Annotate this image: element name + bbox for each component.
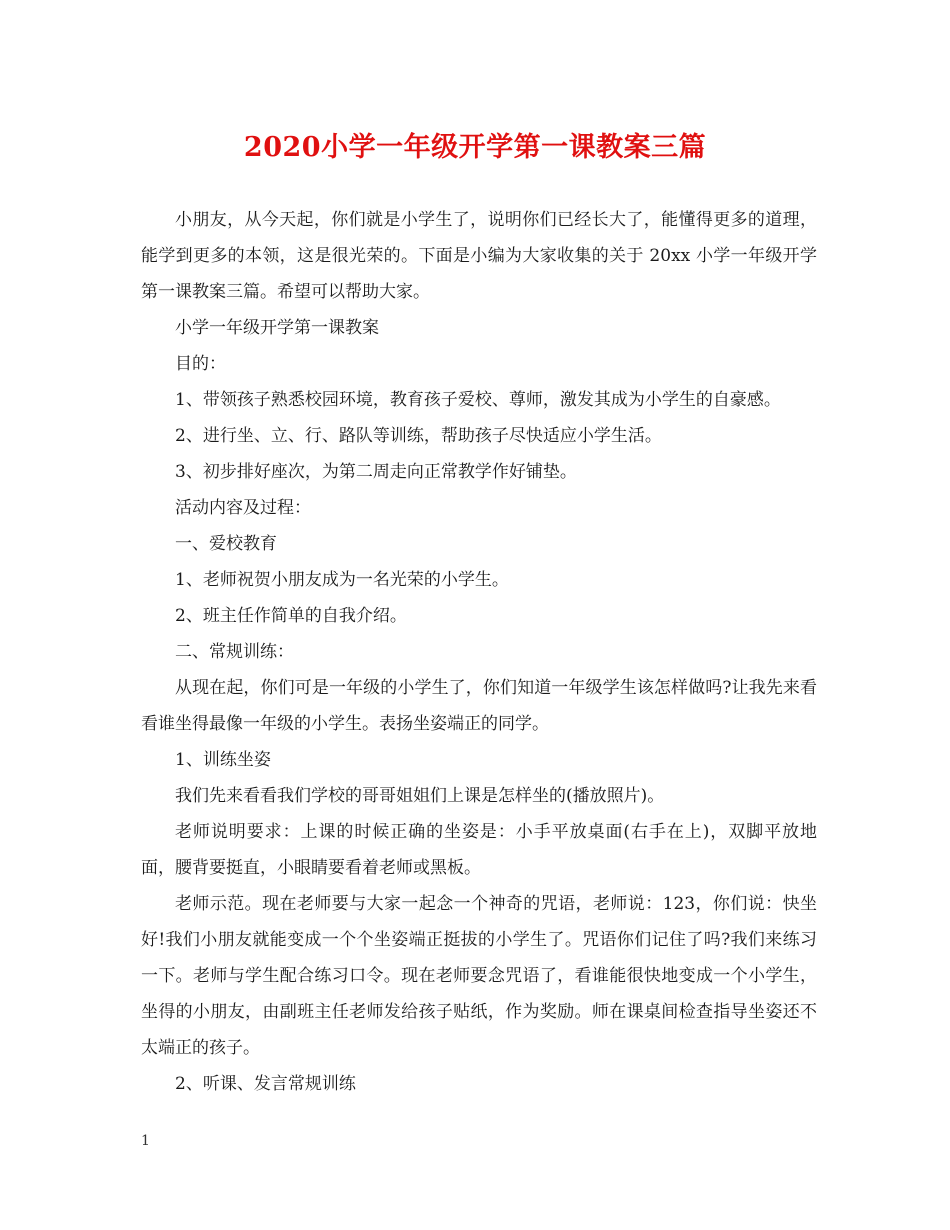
paragraph: 我们先来看看我们学校的哥哥姐姐们上课是怎样坐的(播放照片)。 [175,786,665,806]
page-number: 1 [141,1133,150,1149]
paragraph: 活动内容及过程： [175,498,311,518]
paragraph: 2、班主任作简单的自我介绍。 [175,606,407,626]
document-body [141,202,817,1102]
intro-paragraph: 小朋友，从今天起，你们就是小学生了，说明你们已经长大了，能懂得更多的道理，能学到更多的本领，这是很光荣的。下面是小编为大家收集的关于 20xx 小学一年级开学第一课教案三篇。希望可以帮助大家。 [141,210,817,302]
paragraph: 从现在起，你们可是一年级的小学生了，你们知道一年级学生该怎样做吗?让我先来看看谁坐得最像一年级的小学生。表扬坐姿端正的同学。 [141,678,817,734]
paragraph: 一、爱校教育 [175,534,277,554]
paragraph: 2、进行坐、立、行、路队等训练，帮助孩子尽快适应小学生活。 [175,426,662,446]
paragraph: 二、常规训练： [175,642,294,662]
paragraph: 1、训练坐姿 [175,750,271,770]
section-heading: 小学一年级开学第一课教案 [175,318,379,338]
paragraph: 1、老师祝贺小朋友成为一名光荣的小学生。 [175,570,509,590]
paragraph: 1、带领孩子熟悉校园环境，教育孩子爱校、尊师，激发其成为小学生的自豪感。 [175,390,781,410]
paragraph: 老师示范。现在老师要与大家一起念一个神奇的咒语，老师说：123，你们说：快坐好!我们小朋友就能变成一个个坐姿端正挺拔的小学生了。咒语你们记住了吗?我们来练习一下。老师与学生配合练习口令。现在老师要念咒语了，看谁能很快地变成一个小学生，坐得的小朋友，由副班主任老师发给孩子贴纸，作为奖励。师在课桌间检查指导坐姿还不太端正的孩子。 [141,894,817,1058]
document-title: 2020小学一年级开学第一课教案三篇 [243,132,707,163]
paragraph: 目的： [175,354,226,374]
paragraph: 老师说明要求：上课的时候正确的坐姿是：小手平放桌面(右手在上)，双脚平放地面，腰背要挺直，小眼睛要看着老师或黑板。 [141,822,817,878]
paragraph: 2、听课、发言常规训练 [175,1074,356,1094]
paragraph: 3、初步排好座次，为第二周走向正常教学作好铺垫。 [175,462,577,482]
